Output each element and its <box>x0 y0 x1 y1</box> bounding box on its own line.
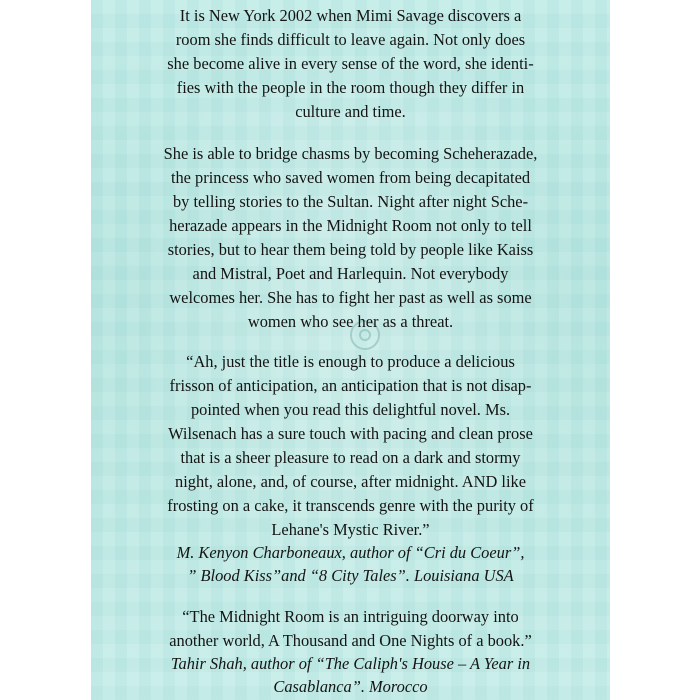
text-line: “The Midnight Room is an intriguing doorway into <box>182 607 519 626</box>
text-line: by telling stories to the Sultan. Night after night Sche- <box>172 192 529 211</box>
text-line: Wilsenach has a sure touch with pacing and clean prose <box>168 424 533 443</box>
text-line: another world, A Thousand and One Nights of a book.” <box>169 631 532 650</box>
text-line: fies with the people in the room though they differ in <box>176 78 525 97</box>
text-line: women who see her as a threat. <box>247 312 454 331</box>
text-line: “Ah, just the title is enough to produce a delicious <box>186 352 515 371</box>
book-back-cover <box>91 0 610 700</box>
text-line: herazade appears in the Midnight Room not only to tell <box>169 216 532 235</box>
text-line: night, alone, and, of course, after midnight. AND like <box>175 472 526 491</box>
text-line: pointed when you read this delightful novel. Ms. <box>190 400 511 419</box>
text-line: Casablanca”. Morocco <box>273 677 428 696</box>
text-line: room she finds difficult to leave again. Not only does <box>175 30 526 49</box>
text-line: It is New York 2002 when Mimi Savage discovers a <box>179 6 522 25</box>
text-line: frosting on a cake, it transcends genre with the purity of <box>167 496 534 515</box>
text-line: frisson of anticipation, an anticipation that is not disap- <box>169 376 532 395</box>
text-line: that is a sheer pleasure to read on a dark and stormy <box>180 448 521 467</box>
text-line: the princess who saved women from being decapitated <box>170 168 531 187</box>
text-line: welcomes her. She has to fight her past as well as some <box>169 288 532 307</box>
text-line: she become alive in every sense of the word, she identi- <box>167 54 534 73</box>
text-line: stories, but to hear them being told by people like Kaiss <box>167 240 534 259</box>
text-line: culture and time. <box>295 102 406 121</box>
text-line: She is able to bridge chasms by becoming Scheherazade, <box>163 144 538 163</box>
text-line: Tahir Shah, author of “The Caliph's House – A Year in <box>170 654 531 673</box>
text-line: and Mistral, Poet and Harlequin. Not everybody <box>192 264 509 283</box>
text-line: M. Kenyon Charboneaux, author of “Cri du Coeur”, <box>176 543 525 562</box>
text-line: Lehane's Mystic River.” <box>271 520 430 539</box>
text-line: ” Blood Kiss”and “8 City Tales”. Louisiana USA <box>187 566 514 585</box>
